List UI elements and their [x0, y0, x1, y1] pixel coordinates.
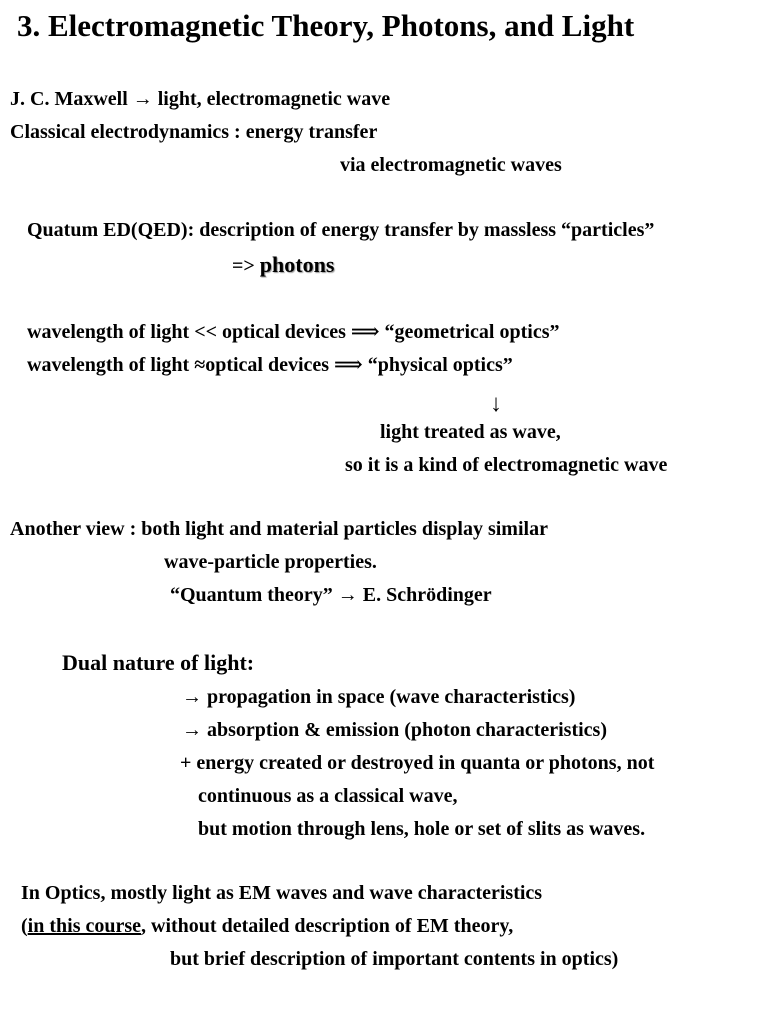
physical-optics-line: wavelength of light ≈optical devices ⟹ “physical optics”	[27, 354, 513, 376]
conclusion-line-1: In Optics, mostly light as EM waves and wave characteristics	[21, 882, 543, 904]
classical-line: Classical electrodynamics : energy transfer	[10, 121, 378, 143]
another-view-line: Another view : both light and material particles display similar	[10, 518, 548, 540]
photons-prefix: =>	[232, 255, 260, 277]
dual-nature-heading: Dual nature of light:	[62, 650, 255, 675]
wave-line-2: so it is a kind of electromagnetic wave	[345, 454, 668, 476]
quantum-theory-line: “Quantum theory” → E. Schrödinger	[170, 584, 492, 606]
in-this-course: in this course	[27, 915, 142, 937]
page-title: 3. Electromagnetic Theory, Photons, and Light	[17, 8, 635, 43]
conclusion-line-3: but brief description of important contents in optics)	[170, 948, 619, 970]
dual-item-continuous: continuous as a classical wave,	[198, 785, 458, 807]
dual-item-motion: but motion through lens, hole or set of slits as waves.	[198, 818, 646, 840]
geometrical-optics-line: wavelength of light << optical devices ⟹ “geometrical optics”	[27, 321, 560, 343]
maxwell-line: J. C. Maxwell → light, electromagnetic wave	[10, 88, 391, 110]
photons-word: photons	[259, 252, 335, 277]
wave-particle-line: wave-particle properties.	[164, 551, 377, 573]
conclusion-line-2-rest: , without detailed description of EM theory,	[141, 915, 514, 937]
classical-line-cont: via electromagnetic waves	[340, 154, 562, 176]
photons-line	[232, 253, 334, 278]
dual-item-absorption: → absorption & emission (photon characteristics)	[182, 719, 607, 741]
down-arrow-icon: ↓	[490, 391, 502, 417]
dual-item-energy: + energy created or destroyed in quanta or photons, not	[180, 752, 655, 774]
conclusion-line-2	[21, 914, 513, 938]
qed-line: Quatum ED(QED): description of energy transfer by massless “particles”	[27, 219, 655, 241]
dual-item-propagation: → propagation in space (wave characteristics)	[182, 686, 576, 708]
open-paren: (	[21, 915, 28, 937]
wave-line-1: light treated as wave,	[380, 421, 561, 443]
